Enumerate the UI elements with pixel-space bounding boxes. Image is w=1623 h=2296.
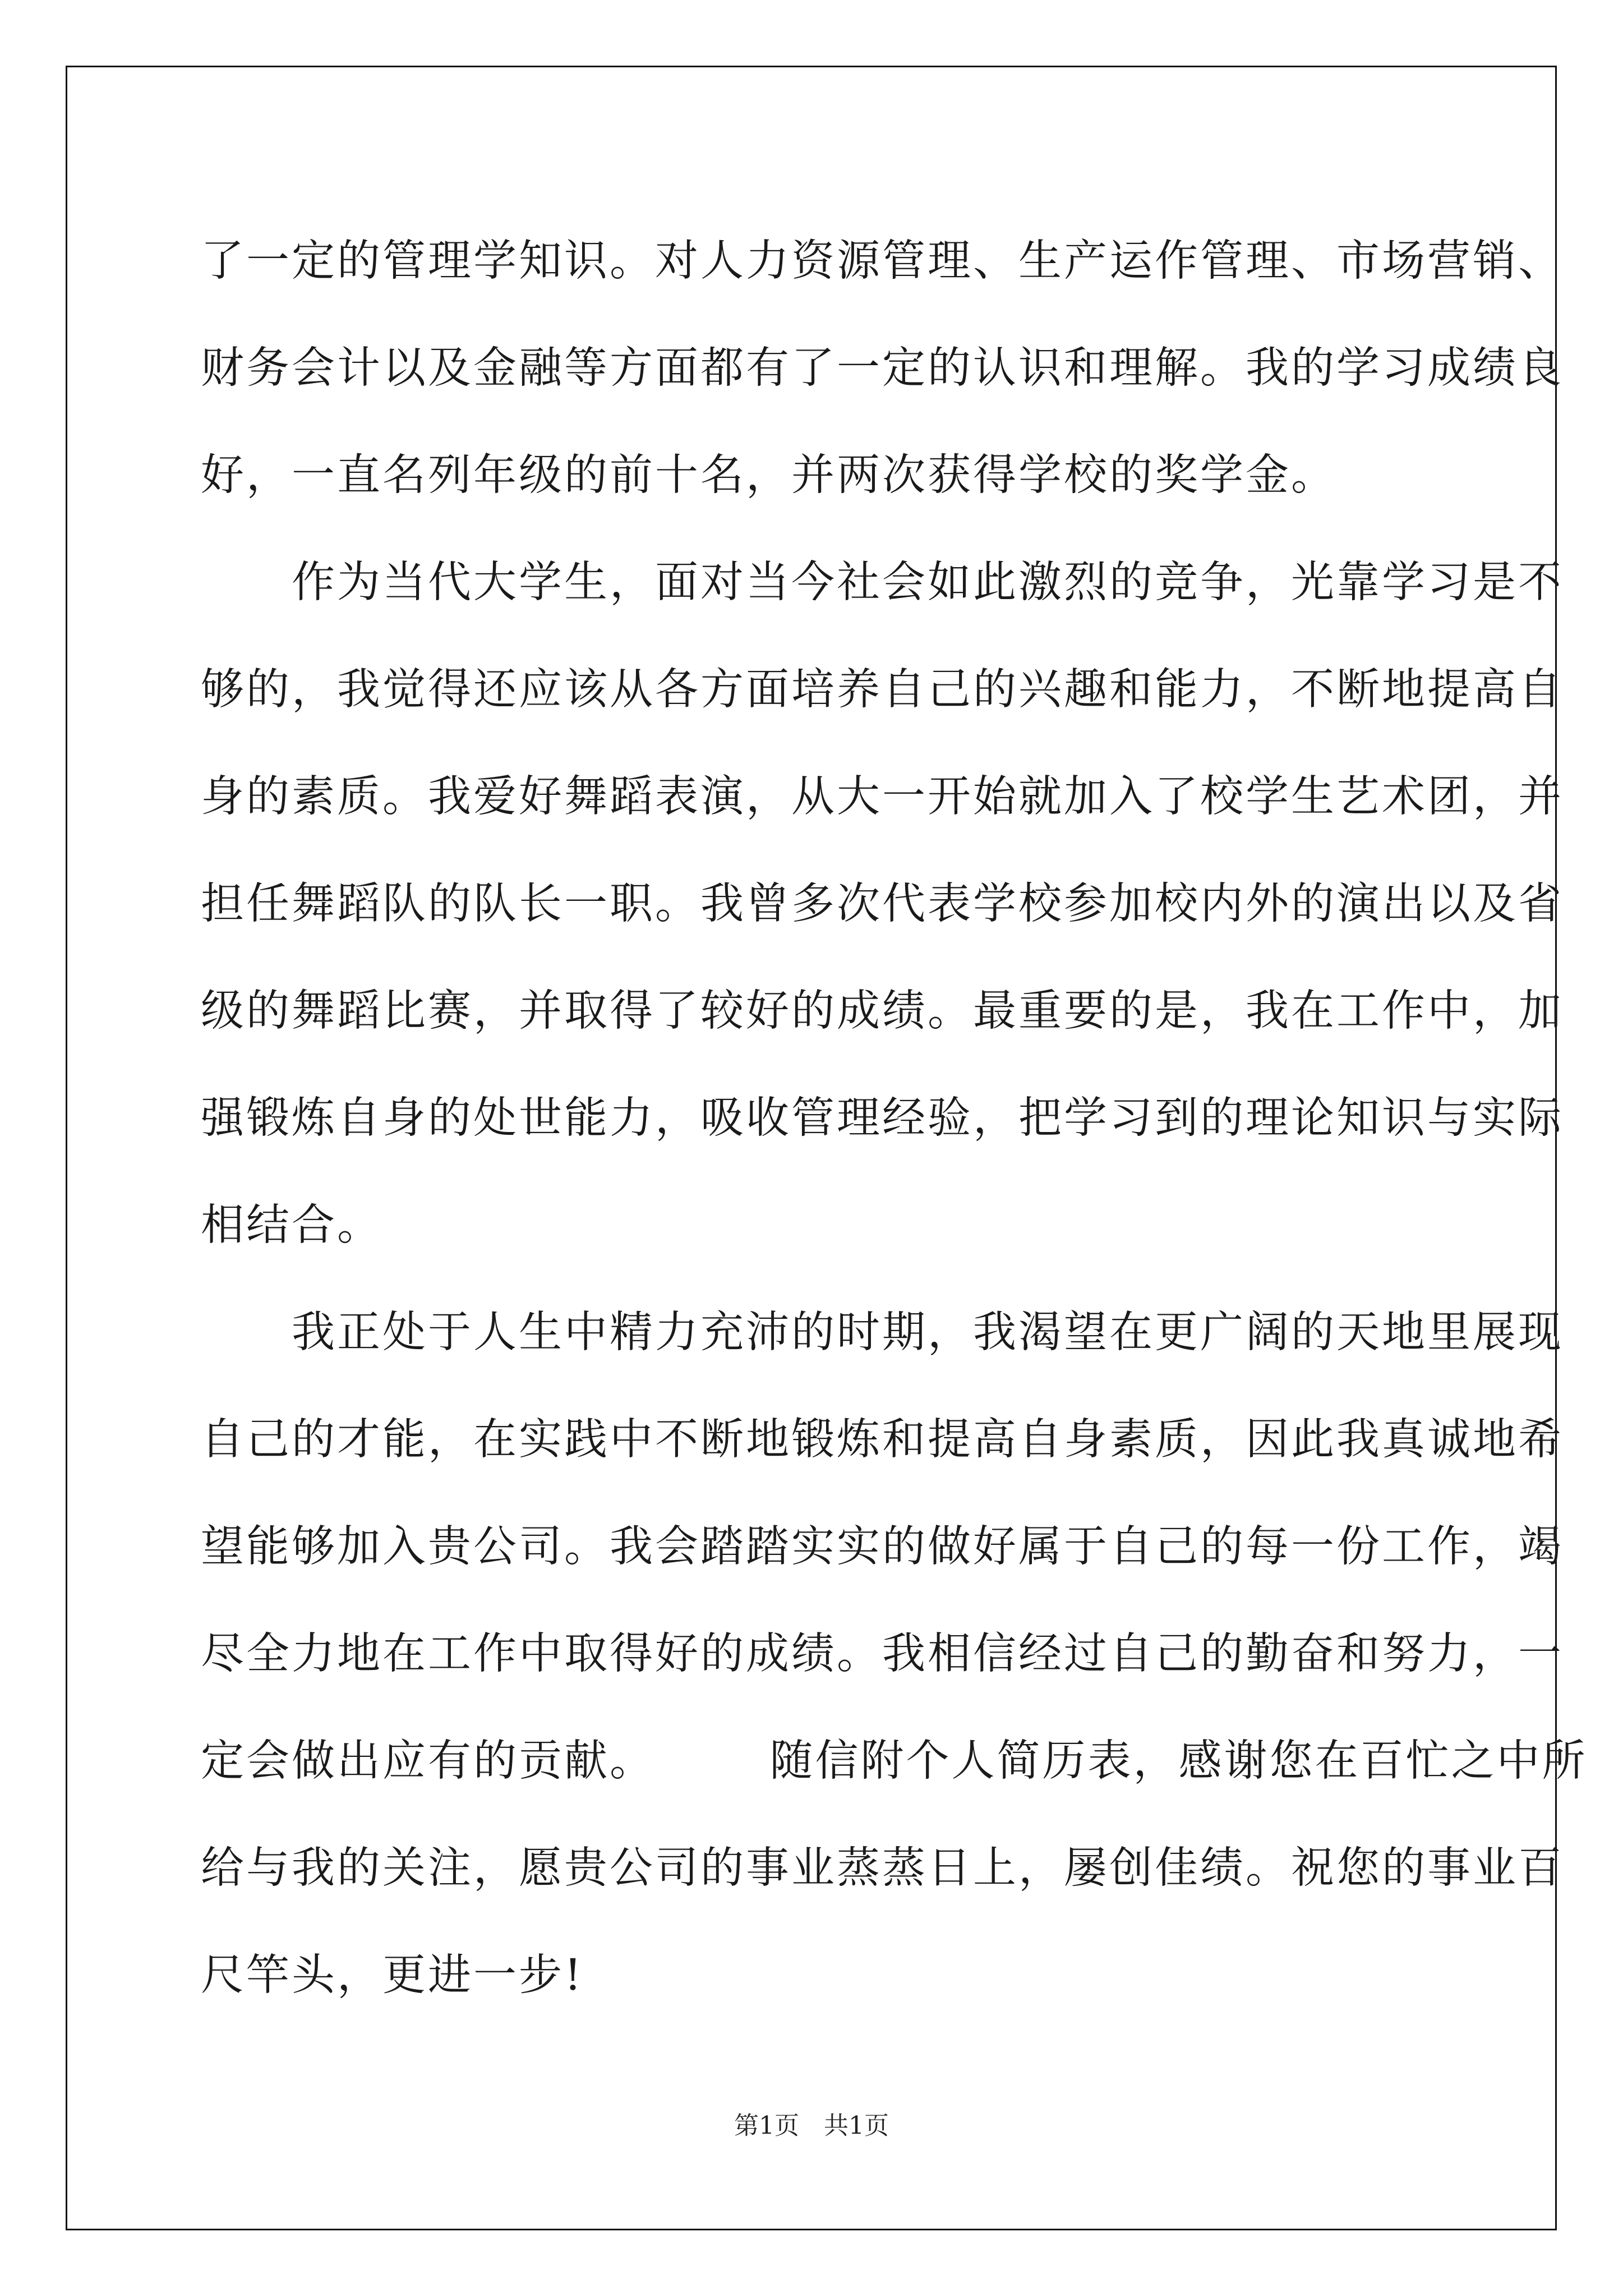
text-line: 强锻炼自身的处世能力，吸收管理经验，把学习到的理论知识与实际 [201, 1093, 1564, 1143]
text-line: 作为当代大学生，面对当今社会如此激烈的竞争，光靠学习是不 [201, 558, 1564, 608]
page-number-footer: 第1页 共1页 [734, 2111, 889, 2140]
text-line: 财务会计以及金融等方面都有了一定的认识和理解。我的学习成绩良 [201, 343, 1564, 393]
text-line: 担任舞蹈队的队长一职。我曾多次代表学校参加校内外的演出以及省 [201, 879, 1564, 929]
text-line: 我正处于人生中精力充沛的时期，我渴望在更广阔的天地里展现 [201, 1308, 1564, 1358]
text-line: 望能够加入贵公司。我会踏踏实实的做好属于自己的每一份工作，竭 [201, 1522, 1564, 1572]
text-line: 尺竿头，更进一步! [201, 1950, 584, 2000]
text-line: 够的，我觉得还应该从各方面培养自己的兴趣和能力，不断地提高自 [201, 665, 1564, 715]
document-body [201, 208, 1588, 2029]
text-line: 定会做出应有的贡献。 随信附个人简历表，感谢您在百忙之中所 [201, 1736, 1588, 1786]
text-line: 给与我的关注，愿贵公司的事业蒸蒸日上，屡创佳绩。祝您的事业百 [201, 1843, 1564, 1893]
text-line: 好，一直名列年级的前十名，并两次获得学校的奖学金。 [201, 450, 1336, 500]
text-line: 级的舞蹈比赛，并取得了较好的成绩。最重要的是，我在工作中，加 [201, 986, 1564, 1036]
text-line: 尽全力地在工作中取得好的成绩。我相信经过自己的勤奋和努力，一 [201, 1629, 1564, 1679]
text-line: 相结合。 [201, 1200, 382, 1250]
text-line: 自己的才能，在实践中不断地锻炼和提高自身素质，因此我真诚地希 [201, 1415, 1564, 1465]
text-line: 身的素质。我爱好舞蹈表演，从大一开始就加入了校学生艺术团，并 [201, 772, 1564, 822]
text-line: 了一定的管理学知识。对人力资源管理、生产运作管理、市场营销、 [201, 236, 1564, 286]
